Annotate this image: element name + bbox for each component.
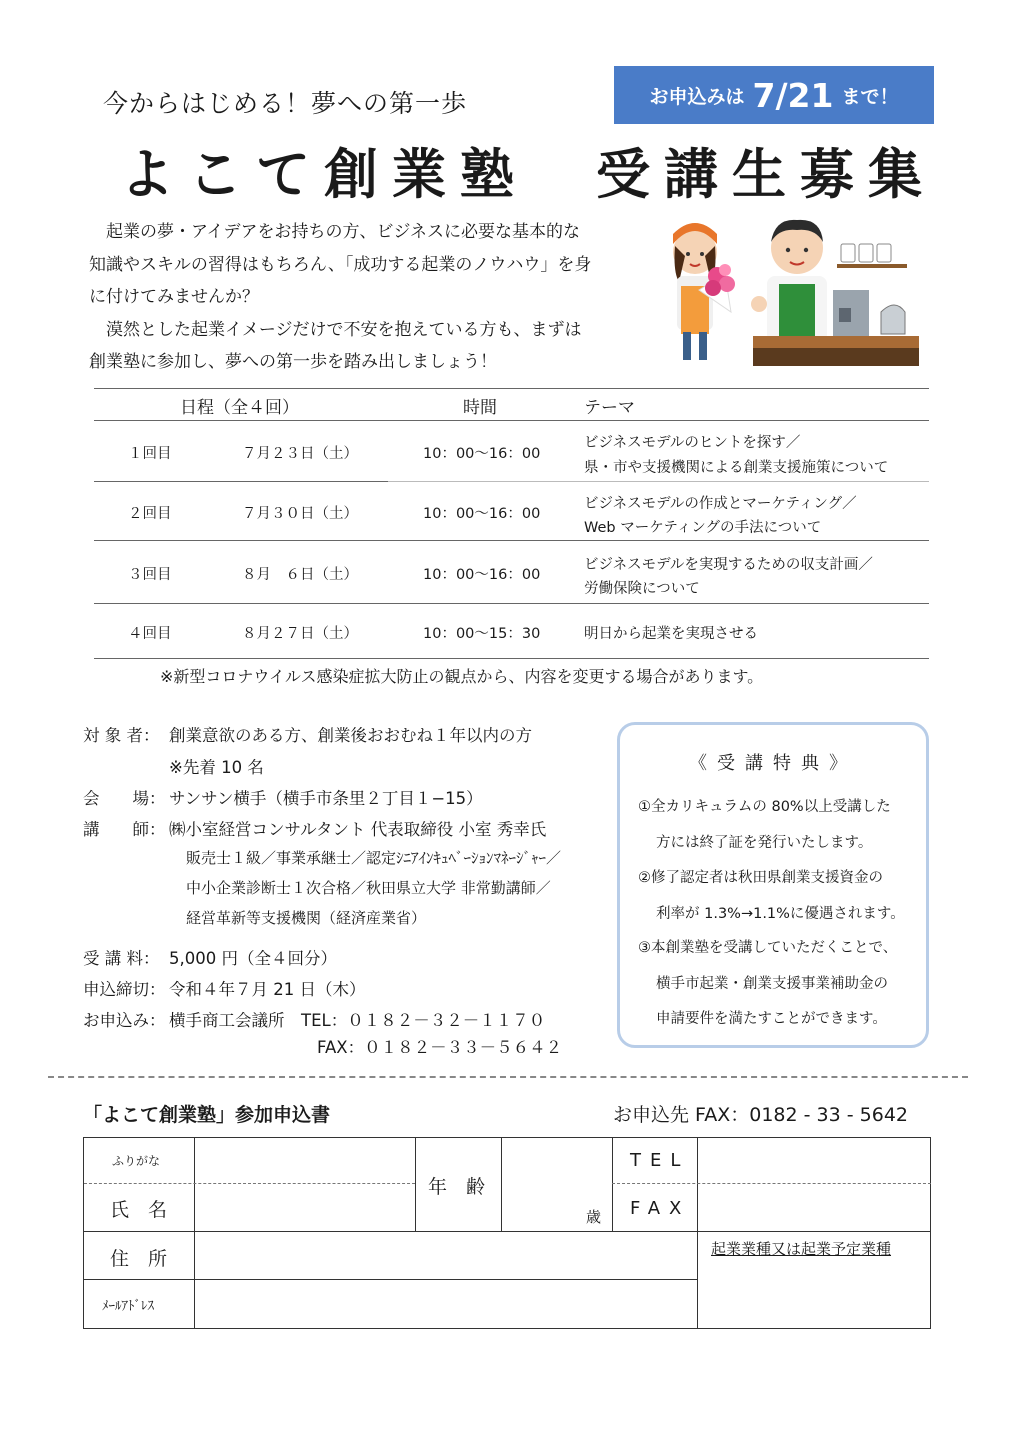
email-label: ﾒｰﾙｱﾄﾞﾚｽ [102,1299,154,1314]
session-date: ８月 ６日（土） [242,567,358,583]
info-value: サンサン横手（横手市条里２丁目１−15） [169,789,483,808]
benefit-line: 利率が 1.3%→1.1%に優遇されます。 [656,906,905,922]
session-number: １回目 [128,446,172,462]
info-apply-fax: FAX：０１８２－３３－５６４２ [317,1038,563,1057]
lecturer-qualification: 中小企業診断士１次合格／秋田県立大学 非常勤講師／ [186,879,551,897]
session-theme: 明日から起業を実現させる [584,626,758,642]
schedule-top-rule [94,388,929,389]
form-rule [415,1138,416,1231]
business-type-field[interactable] [698,1263,930,1328]
benefit-line: ①全カリキュラムの 80%以上受講した [638,799,891,815]
woman-with-flowers-icon [673,223,735,360]
schedule-header-theme: テーマ [584,398,635,418]
info-label: 対 象 者： [83,726,160,745]
intro-line: 創業塾に参加し、夢への第一歩を踏み出しましょう！ [89,352,497,372]
info-value: 令和４年７月 21 日（木） [169,980,366,999]
session-theme: ビジネスモデルの作成とマーケティング／ [584,496,857,512]
session-time: 10：00～16：00 [423,506,541,522]
info-target-note: ※先着 10 名 [169,758,264,777]
benefit-line: 申請要件を満たすことができます。 [656,1011,887,1027]
form-rule [612,1138,613,1231]
benefits-box [617,722,929,1048]
schedule-header-date: 日程（全４回） [180,398,299,418]
deadline-date: 7/21 [752,75,834,115]
session-time: 10：00～16：00 [423,567,541,583]
deadline-prefix: お申込みは [649,85,745,108]
age-field[interactable] [502,1139,611,1231]
tel-field[interactable] [698,1139,930,1183]
session-date: ８月２７日（土） [242,626,358,642]
intro-line: 起業の夢・アイデアをお持ちの方、ビジネスに必要な基本的な [89,222,580,242]
fax-label: FAX [630,1198,691,1219]
info-label: 受 講 料： [83,949,160,968]
session-number: ２回目 [128,506,172,522]
tel-label: TEL [630,1150,690,1171]
intro-line: に付けてみませんか？ [89,287,259,307]
benefit-line: 横手市起業・創業支援事業補助金の [656,976,888,992]
name-field[interactable] [195,1184,414,1231]
lecturer-qualification: 販売士１級／事業承継士／認定ｼﾆｱｲﾝｷｭﾍﾞｰｼｮﾝﾏﾈｰｼﾞｬｰ／ [186,849,562,867]
schedule-header-time: 時間 [463,398,497,418]
info-label: 申込締切： [83,980,166,999]
info-value: 創業意欲のある方、創業後おおむね１年以内の方 [169,726,532,745]
email-field[interactable] [195,1280,696,1328]
session-date: ７月２３日（土） [242,446,358,462]
deadline-suffix: まで！ [841,85,899,108]
info-lecturer [83,816,546,840]
page-title: よこて創業塾 受講生募集 [120,143,936,206]
form-fax-destination: お申込先 FAX：0182 - 33 - 5642 [613,1104,908,1126]
form-title: 「よこて創業塾」参加申込書 [83,1104,331,1126]
session-theme: Web マーケティングの手法について [584,520,822,536]
furigana-label: ふりがな [112,1154,161,1168]
cut-line [48,1076,968,1078]
info-fee [83,945,337,969]
name-label: 氏 名 [110,1199,168,1221]
age-unit: 歳 [586,1208,602,1226]
benefit-line: ②修了認定者は秋田県創業支援資金の [638,870,883,886]
intro-text [89,216,629,379]
illustration-shop-staff [655,212,925,372]
session-time: 10：00～16：00 [423,446,541,462]
info-label: お申込み： [83,1011,166,1030]
schedule-note: ※新型コロナウイルス感染症拡大防止の観点から、内容を変更する場合があります。 [160,667,764,686]
session-theme: 県・市や支援機関による創業支援施策について [584,460,889,476]
info-deadline [83,976,366,1000]
info-venue [83,785,483,809]
benefit-line: ③本創業塾を受講していただくことで、 [638,940,898,956]
address-field[interactable] [195,1232,696,1279]
session-date: ７月３０日（土） [242,506,358,522]
info-apply [83,1007,545,1031]
intro-line: 知識やスキルの習得はもちろん、「成功する起業のノウハウ」を身 [89,254,592,275]
age-label: 年 齢 [428,1176,486,1198]
info-target [83,722,532,746]
row-rule [94,481,388,482]
lecturer-qualification: 経営革新等支援機関（経済産業省） [186,909,427,927]
session-theme: ビジネスモデルのヒントを探す／ [584,435,801,451]
business-type-label: 起業業種又は起業予定業種 [711,1240,892,1258]
address-label: 住 所 [110,1248,168,1270]
info-label: 講 師： [83,820,166,839]
schedule-header-rule [94,420,929,421]
fax-field[interactable] [698,1184,930,1231]
session-theme: 労働保険について [584,581,700,597]
session-theme: ビジネスモデルを実現するための収支計画／ [584,557,873,573]
info-value: 5,000 円（全４回分） [169,949,337,968]
info-value: 横手商工会議所 TEL：０１８２－３２－１１７０ [169,1011,546,1030]
row-rule [94,540,929,541]
benefit-line: 方には終了証を発行いたします。 [656,835,873,851]
application-form [83,1137,931,1329]
row-rule [388,481,929,482]
session-number: ４回目 [128,626,172,642]
info-value: ㈱小室経営コンサルタント 代表取締役 小室 秀幸氏 [169,820,547,839]
info-label: 会 場： [83,789,166,808]
row-rule [94,603,929,604]
session-number: ３回目 [128,567,172,583]
furigana-field[interactable] [195,1139,414,1183]
intro-line: 漠然とした起業イメージだけで不安を抱えている方も、まずは [89,319,582,340]
barista-man-icon [751,220,827,342]
schedule-bottom-rule [94,658,929,659]
session-time: 10：00～15：30 [423,626,541,642]
deadline-banner [614,66,934,124]
page-subtitle: 今からはじめる！夢への第一歩 [103,89,468,118]
benefits-title: 《受講特典》 [689,753,857,774]
